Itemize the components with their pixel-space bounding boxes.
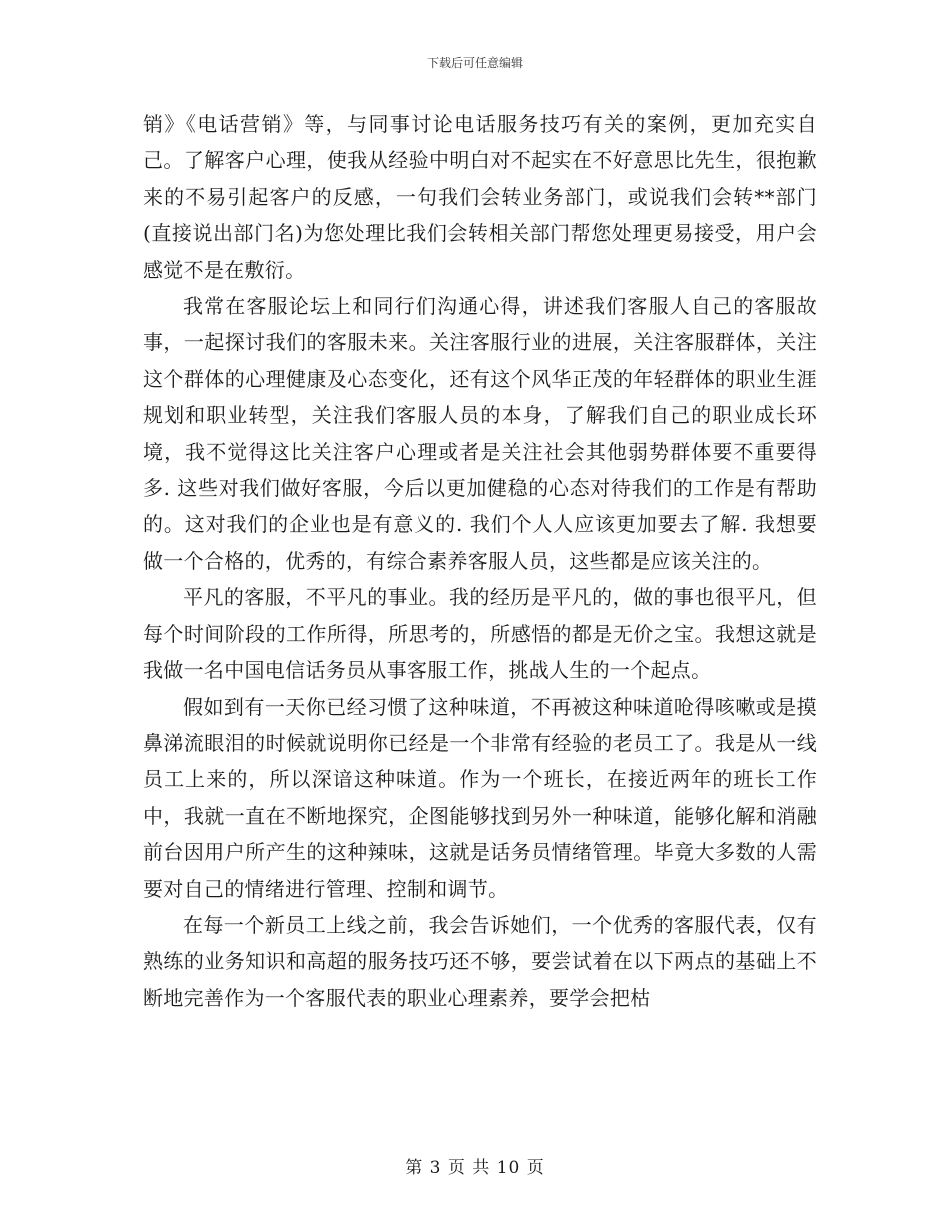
- paragraph: 平凡的客服，不平凡的事业。我的经历是平凡的，做的事也很平凡，但每个时间阶段的工作所得，所思考的，所感悟的都是无价之宝。我想这就是我做一名中国电信话务员从事客服工作，挑战人生的一个起点。: [143, 585, 817, 683]
- paragraph: 在每一个新员工上线之前，我会告诉她们，一个优秀的客服代表，仅有熟练的业务知识和高超的服务技巧还不够，要尝试着在以下两点的基础上不断地完善作为一个客服代表的职业心理素养，要学会把枯: [143, 912, 817, 1010]
- paragraph: 假如到有一天你已经习惯了这种味道，不再被这种味道呛得咳嗽或是摸鼻涕流眼泪的时候就说明你已经是一个非常有经验的老员工了。我是从一线员工上来的，所以深谙这种味道。作为一个班长，在接近两年的班长工作中，我就一直在不断地探究，企图能够找到另外一种味道，能够化解和消融前台因用户所产生的这种辣味，这就是话务员情绪管理。毕竟大多数的人需要对自己的情绪进行管理、控制和调节。: [143, 694, 817, 901]
- paragraph: 我常在客服论坛上和同行们沟通心得，讲述我们客服人自己的客服故事，一起探讨我们的客服未来。关注客服行业的进展，关注客服群体，关注这个群体的心理健康及心态变化，还有这个风华正茂的年轻群体的职业生涯规划和职业转型，关注我们客服人员的本身，了解我们自己的职业成长环境，我不觉得这比关注客户心理或者是关注社会其他弱势群体要不重要得多. 这些对我们做好客服，今后以更加健稳的心态对待我们的工作是有帮助的。这对我们的企业也是有意义的. 我们个人人应该更加要去了解. 我想要做一个合格的，优秀的，有综合素养客服人员，这些都是应该关注的。: [143, 294, 817, 573]
- page-number-footer: 第 3 页 共 10 页: [405, 1158, 545, 1178]
- page-header: 下载后可任意编辑: [426, 56, 523, 70]
- paragraph-continuation: 销》《电话营销》等，与同事讨论电话服务技巧有关的案例，更加充实自己。了解客户心理，使我从经验中明白对不起实在不好意思比先生，很抱歉来的不易引起客户的反感，一句我们会转业务部门，或说我们会转**部门(直接说出部门名)为您处理比我们会转相关部门帮您处理更易接受，用户会感觉不是在敷衍。: [143, 112, 817, 282]
- document-body: [143, 106, 817, 1016]
